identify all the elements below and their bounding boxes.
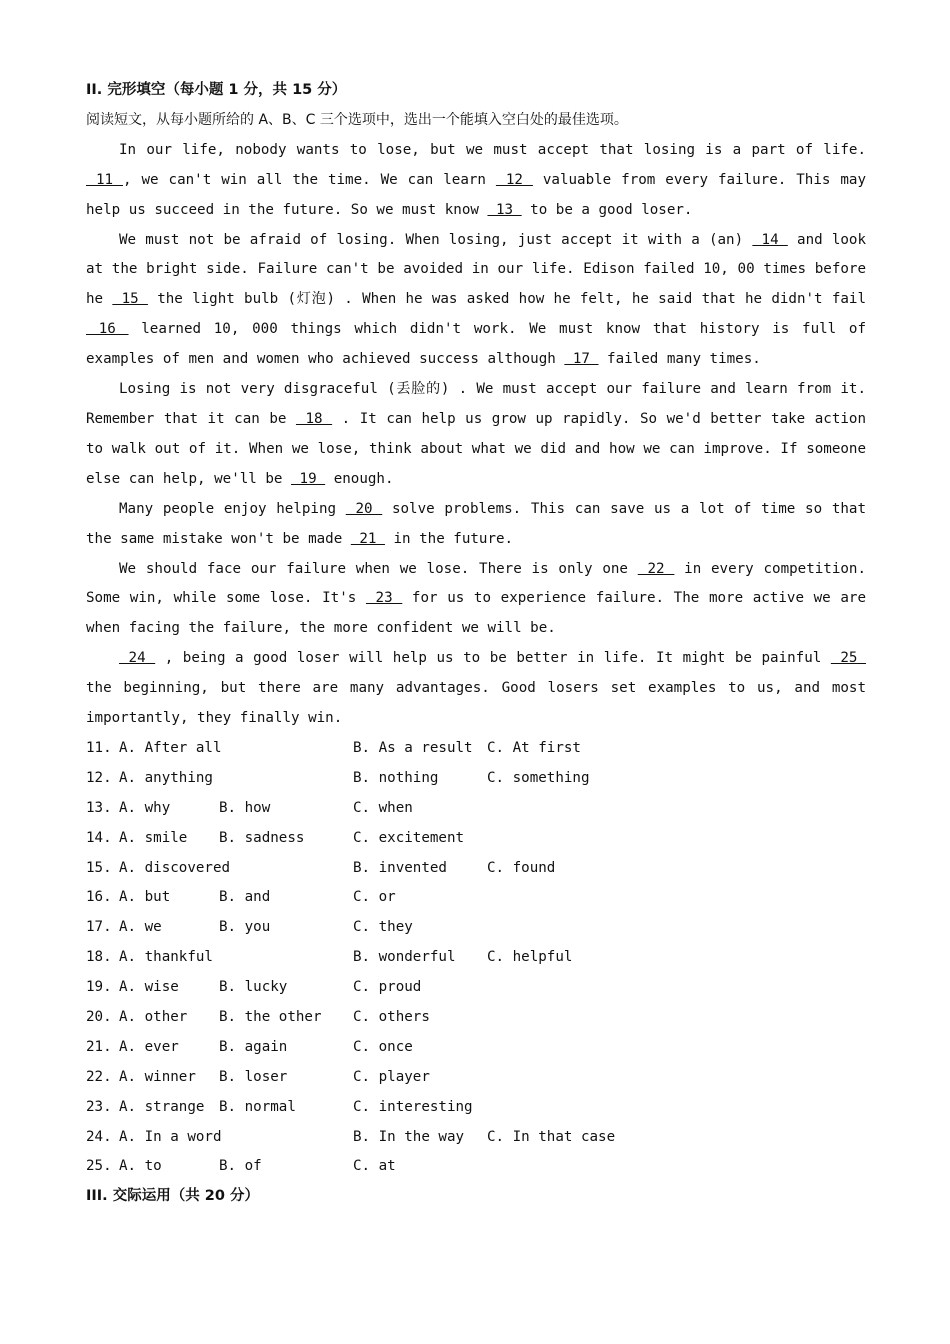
section-2-instruction: 阅读短文，从每小题所给的 A、B、C 三个选项中，选出一个能填入空白处的最佳选项。 [86, 111, 628, 128]
question-number: 24. [86, 1128, 112, 1145]
option-a: A. anything [119, 769, 213, 786]
passage-text: learned 10, 000 things which didn't work. We must know that history is full of examples of men and women who achieved success although [86, 321, 866, 368]
question-row [86, 1152, 866, 1182]
option-b: B. normal [219, 1098, 296, 1115]
option-c: C. something [487, 769, 590, 786]
passage-text: valuable from every failure. This may help us succeed in the future. So we must know [86, 171, 866, 218]
passage-paragraph-4 [86, 495, 866, 555]
option-a: A. to [119, 1158, 162, 1175]
blank-22: 22 [637, 560, 675, 577]
passage-text: Many people enjoy helping [119, 500, 346, 517]
question-number: 12. [86, 769, 112, 786]
question-row [86, 1033, 866, 1063]
question-row [86, 883, 866, 913]
option-b: B. wonderful [353, 949, 456, 966]
question-row [86, 1003, 866, 1033]
passage-text: , we can't win all the time. We can learn [123, 171, 496, 188]
question-number: 23. [86, 1098, 112, 1115]
question-row [86, 973, 866, 1003]
passage-text: enough. [325, 470, 394, 487]
option-a: A. why [119, 799, 171, 816]
exam-page [86, 76, 866, 1212]
blank-15: 15 [112, 291, 148, 308]
passage-text: We must not be afraid of losing. When losing, just accept it with a (an) [119, 231, 753, 248]
question-number: 16. [86, 889, 112, 906]
passage-text: Losing is not very disgraceful (丢脸的) . We must accept our failure and learn from it. Remember that it can be [86, 381, 866, 427]
passage-text: solve problems. This can save us a lot of time so that the same mistake won't be made [86, 500, 866, 547]
option-c: C. proud [353, 979, 422, 996]
section-2-heading: II. 完形填空（每小题 1 分，共 15 分） [86, 82, 347, 98]
option-b: B. nothing [353, 769, 439, 786]
question-row [86, 764, 866, 794]
option-c: C. excitement [353, 829, 465, 846]
blank-19: 19 [291, 470, 326, 487]
option-c: C. once [353, 1038, 413, 1055]
passage-paragraph-2 [86, 226, 866, 376]
question-number: 25. [86, 1158, 112, 1175]
option-c: C. helpful [487, 949, 573, 966]
blank-16: 16 [86, 321, 129, 338]
question-row [86, 734, 866, 764]
question-row [86, 1123, 866, 1153]
option-b: B. As a result [353, 739, 473, 756]
question-row [86, 854, 866, 884]
question-row [86, 943, 866, 973]
blank-13: 13 [487, 201, 522, 218]
option-b: B. again [219, 1038, 288, 1055]
blank-12: 12 [495, 171, 533, 188]
option-c: C. found [487, 859, 556, 876]
option-c: C. At first [487, 739, 581, 756]
option-b: B. of [219, 1158, 262, 1175]
option-b: B. lucky [219, 979, 288, 996]
blank-25: 25 [830, 650, 867, 667]
option-b: B. loser [219, 1068, 288, 1085]
question-number: 17. [86, 919, 112, 936]
question-number: 18. [86, 949, 112, 966]
passage-paragraph-3 [86, 375, 866, 495]
question-row [86, 794, 866, 824]
question-number: 20. [86, 1008, 112, 1025]
option-a: A. but [119, 889, 171, 906]
passage-paragraph-5 [86, 555, 866, 645]
option-b: B. In the way [353, 1128, 465, 1145]
blank-17: 17 [564, 351, 599, 368]
option-a: A. discovered [119, 859, 231, 876]
option-c: C. or [353, 889, 396, 906]
question-number: 14. [86, 829, 112, 846]
option-a: A. ever [119, 1038, 179, 1055]
passage-text: , being a good loser will help us to be better in life. It might be painful [155, 650, 831, 667]
question-options-list [86, 734, 866, 1182]
option-b: B. and [219, 889, 271, 906]
passage-text: failed many times. [598, 351, 761, 368]
question-number: 21. [86, 1038, 112, 1055]
option-b: B. invented [353, 859, 447, 876]
option-a: A. wise [119, 979, 179, 996]
question-row [86, 1063, 866, 1093]
passage-text: the beginning, but there are many advantages. Good losers set examples to us, and most importantly, they finally win. [86, 680, 866, 727]
option-a: A. After all [119, 739, 222, 756]
blank-24: 24 [119, 650, 156, 667]
passage-text: and look at the bright side. Failure can't be avoided in our life. Edison failed 10, 00 times before he [86, 231, 867, 308]
passage-text: . It can help us grow up rapidly. So we'd better take action to walk out of it. When we lose, think about what we did and how we can improve. If someone else can help, we'll be [86, 410, 867, 487]
blank-21: 21 [350, 530, 385, 547]
passage-text: in the future. [384, 530, 514, 547]
question-row [86, 1093, 866, 1123]
option-b: B. the other [219, 1008, 322, 1025]
option-a: A. other [119, 1008, 188, 1025]
option-a: A. strange [119, 1098, 205, 1115]
blank-14: 14 [752, 231, 788, 248]
option-a: A. In a word [119, 1128, 222, 1145]
question-number: 19. [86, 979, 112, 996]
blank-20: 20 [345, 500, 383, 517]
question-number: 15. [86, 859, 112, 876]
blank-11: 11 [86, 171, 123, 188]
option-c: C. they [353, 919, 413, 936]
question-row [86, 913, 866, 943]
question-number: 22. [86, 1068, 112, 1085]
passage-text: for us to experience failure. The more active we are when facing the failure, the more confident we will be. [86, 590, 866, 637]
passage-text: the light bulb (灯泡) . When he was asked how he felt, he said that he didn't fail [147, 291, 867, 308]
question-number: 13. [86, 799, 112, 816]
option-b: B. how [219, 799, 271, 816]
section-3-heading: III. 交际运用（共 20 分） [86, 1188, 260, 1205]
passage-paragraph-6 [86, 644, 866, 734]
option-c: C. In that case [487, 1128, 616, 1145]
passage-text: We should face our failure when we lose. There is only one [119, 560, 638, 577]
question-number: 11. [86, 739, 112, 756]
option-a: A. smile [119, 829, 188, 846]
option-b: B. sadness [219, 829, 305, 846]
passage-text: to be a good loser. [521, 201, 693, 218]
option-a: A. we [119, 919, 162, 936]
blank-23: 23 [365, 590, 403, 607]
blank-18: 18 [295, 410, 333, 427]
passage-text: In our life, nobody wants to lose, but we must accept that losing is a part of life. [119, 141, 866, 158]
option-c: C. when [353, 799, 413, 816]
option-a: A. thankful [119, 949, 213, 966]
option-b: B. you [219, 919, 271, 936]
option-c: C. interesting [353, 1098, 473, 1115]
question-row [86, 824, 866, 854]
passage-text: in every competition. Some win, while some lose. It's [86, 560, 866, 607]
option-c: C. player [353, 1068, 430, 1085]
option-c: C. at [353, 1158, 396, 1175]
option-a: A. winner [119, 1068, 196, 1085]
option-c: C. others [353, 1008, 430, 1025]
passage-paragraph-1 [86, 136, 866, 226]
